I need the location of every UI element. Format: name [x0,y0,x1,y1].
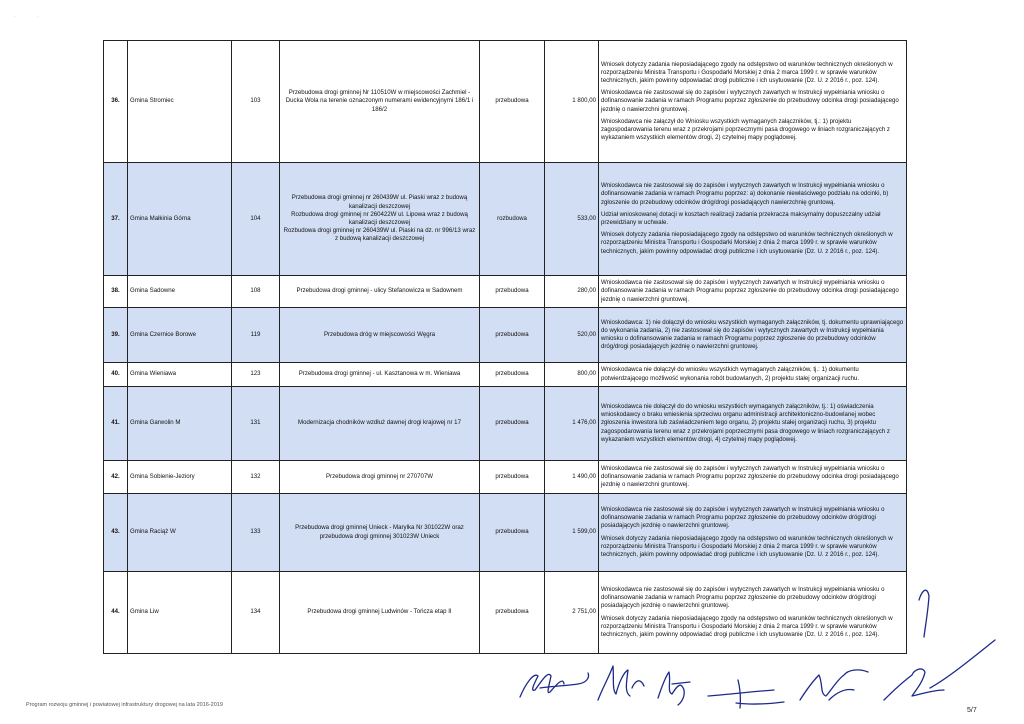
signature-4 [708,680,784,708]
table-row [104,41,907,163]
row-number-cell: 40. [104,363,128,387]
municipality-cell: Gmina Raciąż W [128,494,232,572]
application-number-cell: 132 [232,461,280,494]
task-title-cell: Przebudowa drogi gminnej nr 270707W [280,461,480,494]
amount-cell: 1 490,00 [545,461,599,494]
rejection-reasons-cell [599,308,907,363]
table-row [104,572,907,654]
rejection-reason: Wnioskodawca nie dołączył do do wniosku wszystkich wymaganych załączników, tj.: 1) oświadczenia wnioskodawcy o braku wniesienia sprzeciwu organu administracji architektoniczno-budowlanej wobec zgłoszenia inwestora lub zaświadczeniem tego organu, 2) projektu stałej organizacji ruchu, 3) projektu zagospodarowania terenu wraz z przekrojami poprzecznymi pasa drogowego w liniach rozgraniczających z wykazaniem wszystkich elementów drogi, 4) czytelnej mapy poglądowej. [601,402,890,443]
task-type-cell: rozbudowa [480,163,545,276]
rejection-reasons-cell [599,41,907,163]
amount-cell: 533,00 [545,163,599,276]
rejection-reason: Wnioskodawca nie załączył do Wniosku wszystkich wymaganych załączników, tj.: 1) projektu zagospodarowania terenu wraz z przekrojami poprzecznymi pasa drogowego w liniach rozgraniczających z wykazaniem wszystkich elementów drogi, 2) czytelnej mapy poglądowej. [601,117,890,142]
municipality-cell: Gmina Sadowne [128,276,232,308]
amount-cell: 1 599,00 [545,494,599,572]
municipality-cell: Gmina Małkinia Górna [128,163,232,276]
rejection-reason: Wnioskodawca nie zastosował się do zapisów i wytycznych zawartych w Instrukcji wypełniania wniosku o dofinansowanie zadania w ramach Programu poprzez: a) dokonanie niewłaściwego podziału na odcinki, b) zgłoszenie do przebudowy odcinków dróg/drogi posiadających nawierzchnię gruntową. [601,182,889,206]
application-number-cell: 103 [232,41,280,163]
row-number-cell: 39. [104,308,128,363]
rejection-reason: Wnioskodawca nie zastosował się do zapisów i wytycznych zawartych w Instrukcji wypełniania wniosku o dofinansowanie zadania w ramach Programu poprzez zgłoszenie do przebudowy odcinków dróg/drogi posiadających jezdnię o nawierzchni gruntowej. [601,585,885,610]
row-number-cell: 42. [104,461,128,494]
task-type-cell: przebudowa [480,363,545,387]
amount-cell: 280,00 [545,276,599,308]
application-number-cell: 131 [232,387,280,461]
amount-cell: 2 751,00 [545,572,599,654]
task-type-cell: przebudowa [480,461,545,494]
application-number-cell: 123 [232,363,280,387]
task-title-cell: Przebudowa drogi gminnej nr 260439W ul. Piaski wraz z budową kanalizacji deszczowej Rozbudowa drogi gminnej nr 260422W ul. Lipowa wraz z budową kanalizacji deszczowej Rozbudowa drogi gminnej nr 260439W ul. Piaski na dz. nr 996/13 wraz z budową kanalizacji deszczowej [280,163,480,276]
table-row [104,387,907,461]
task-title-cell: Przebudowa drogi gminnej Unieck - Marylka Nr 301022W oraz przebudowa drogi gminnej 301023W Unieck [280,494,480,572]
task-title-cell: Modernizacja chodników wzdłuż dawnej drogi krajowej nr 17 [280,387,480,461]
municipality-cell: Gmina Garwolin M [128,387,232,461]
footer-program-note: Program rozwoju gminnej i powiatowej infrastruktury drogowej na lata 2016-2019 [26,702,223,708]
task-title-cell: Przebudowa drogi gminnej - ul. Kasztanowa w m. Wieniawa [280,363,480,387]
task-type-cell: przebudowa [480,572,545,654]
task-type-cell: przebudowa [480,494,545,572]
rejection-reason: Wniosek dotyczy zadania nieposiadającego zgody na odstępstwo od warunków technicznych określonych w rozporządzeniu Ministra Transportu i Gospodarki Morskiej z dnia 2 marca 1999 r. w sprawie warunków technicznych, jakim powinny odpowiadać drogi publiczne i ich usytuowanie (Dz. U. z 2016 r., poz. 124). [601,614,893,638]
municipality-cell: Gmina Czernice Borowe [128,308,232,363]
municipality-cell: Gmina Sobienie-Jeziory [128,461,232,494]
task-type-cell: przebudowa [480,387,545,461]
signature-1 [520,673,589,697]
task-title-cell: Przebudowa drogi gminnej - ulicy Stefanowicza w Sadownem [280,276,480,308]
task-type-cell: przebudowa [480,41,545,163]
signature-5 [800,670,868,700]
rejection-reasons-cell [599,494,907,572]
table-body [104,41,907,654]
application-number-cell: 108 [232,276,280,308]
rejection-reasons-cell [599,461,907,494]
table-row [104,163,907,276]
table-row [104,308,907,363]
row-number-cell: 36. [104,41,128,163]
amount-cell: 520,00 [545,308,599,363]
table-row [104,363,907,387]
row-number-cell: 44. [104,572,128,654]
amount-cell: 800,00 [545,363,599,387]
task-title-cell: Przebudowa drogi gminnej Ludwinów - Tończa etap II [280,572,480,654]
task-type-cell: przebudowa [480,276,545,308]
application-number-cell: 119 [232,308,280,363]
rejection-reasons-cell [599,363,907,387]
rejected-applications-table [103,40,907,654]
task-title-cell: Przebudowa drogi gminnej Nr 110510W w miejscowości Zachmiel - Ducka Wola na terenie oznaczonym numerami ewidencyjnymi 186/1 i 186/2 [280,41,480,163]
row-number-cell: 41. [104,387,128,461]
row-number-cell: 38. [104,276,128,308]
rejection-reasons-cell [599,276,907,308]
signature-2 [598,666,644,700]
table-row [104,276,907,308]
rejection-reason: Wnioskodawca nie zastosował się do zapisów i wytycznych zawartych w Instrukcji wypełniania wniosku o dofinansowanie zadania w ramach Programu poprzez zgłoszenie do przebudowy odcinka drogi posiadającego jezdnię o nawierzchni gruntowej. [601,89,899,113]
rejection-reason: Wnioskodawca nie dołączył do wniosku wszystkich wymaganych załączników, tj.: 1) dokumentu potwierdzającego możliwość wykonania robót budowlanych, 2) projektu stałej organizacji ruchu. [601,366,860,382]
rejection-reason: Wnioskodawca nie zastosował się do zapisów i wytycznych zawartych w Instrukcji wypełniania wniosku o dofinansowanie zadania w ramach Programu poprzez zgłoszenie do przebudowy odcinka drogi posiadającego jezdnię o nawierzchni gruntowej. [601,464,899,489]
rejection-reason: Wniosek dotyczy zadania nieposiadającego zgody na odstępstwo od warunków technicznych określonych w rozporządzeniu Ministra Transportu i Gospodarki Morskiej z dnia 2 marca 1999 r. w sprawie warunków technicznych, jakim powinny odpowiadać drogi publiczne i ich usytuowanie (Dz. U. z 2016 r., poz. 124). [601,534,893,558]
rejection-reasons-cell [599,163,907,276]
amount-cell: 1 800,00 [545,41,599,163]
table-row [104,494,907,572]
row-number-cell: 43. [104,494,128,572]
application-number-cell: 104 [232,163,280,276]
signature-3 [658,672,690,705]
municipality-cell: Gmina Stromiec [128,41,232,163]
municipality-cell: Gmina Wieniawa [128,363,232,387]
rejection-reasons-cell [599,387,907,461]
rejection-reason: Wnioskodawca nie zastosował się do zapisów i wytycznych zawartych w Instrukcji wypełniania wniosku o dofinansowanie zadania w ramach Programu poprzez zgłoszenie do przebudowy odcinków dróg/drogi posiadających jezdnię o nawierzchni gruntowej. [601,505,885,530]
rejection-reason: Wnioskodawca nie zastosował się do zapisów i wytycznych zawartych w Instrukcji wypełniania wniosku o dofinansowanie zadania w ramach Programu poprzez zgłoszenie do przebudowy odcinka drogi posiadającego jezdnię o nawierzchni gruntowej. [601,279,899,303]
amount-cell: 1 476,00 [545,387,599,461]
rejection-reason: Wniosek dotyczy zadania nieposiadającego zgody na odstępstwo od warunków technicznych określonych w rozporządzeniu Ministra Transportu i Gospodarki Morskiej z dnia 2 marca 1999 r. w sprawie warunków technicznych, jakim powinny odpowiadać drogi publiczne i ich usytuowanie (Dz. U. z 2016 r., poz. 124). [601,60,893,84]
table-row [104,461,907,494]
rejection-reason: Wniosek dotyczy zadania nieposiadającego zgody na odstępstwo od warunków technicznych określonych w rozporządzeniu Ministra Transportu i Gospodarki Morskiej z dnia 2 marca 1999 r. w sprawie warunków technicznych, jakim powinny odpowiadać drogi publiczne i ich usytuowanie (Dz. U. z 2016 r., poz. 124). [601,231,893,255]
scan-marks: · · [14,14,49,20]
rejection-reasons-cell [599,572,907,654]
row-number-cell: 37. [104,163,128,276]
application-number-cell: 133 [232,494,280,572]
rejection-reason: Udział wnioskowanej dotacji w kosztach realizacji zadania przekracza maksymalny dopuszczalny udział przewidziany w uchwale. [601,210,881,226]
application-number-cell: 134 [232,572,280,654]
task-type-cell: przebudowa [480,308,545,363]
municipality-cell: Gmina Liw [128,572,232,654]
rejection-reason: Wnioskodawca: 1) nie dołączył do wniosku wszystkich wymaganych załączników, tj. dokumentu uprawniającego do wykonania zadania, 2) nie zastosował się do zapisów i wytycznych zawartych w Instrukcji wypełniania wniosku o dofinansowanie zadania w ramach Programu poprzez zgłoszenie do przebudowy odcinków dróg/drogi posiadających jezdnię o nawierzchni gruntowej. [601,318,904,351]
page-number: 5/7 [967,707,977,714]
task-title-cell: Przebudowa dróg w miejscowości Węgra [280,308,480,363]
